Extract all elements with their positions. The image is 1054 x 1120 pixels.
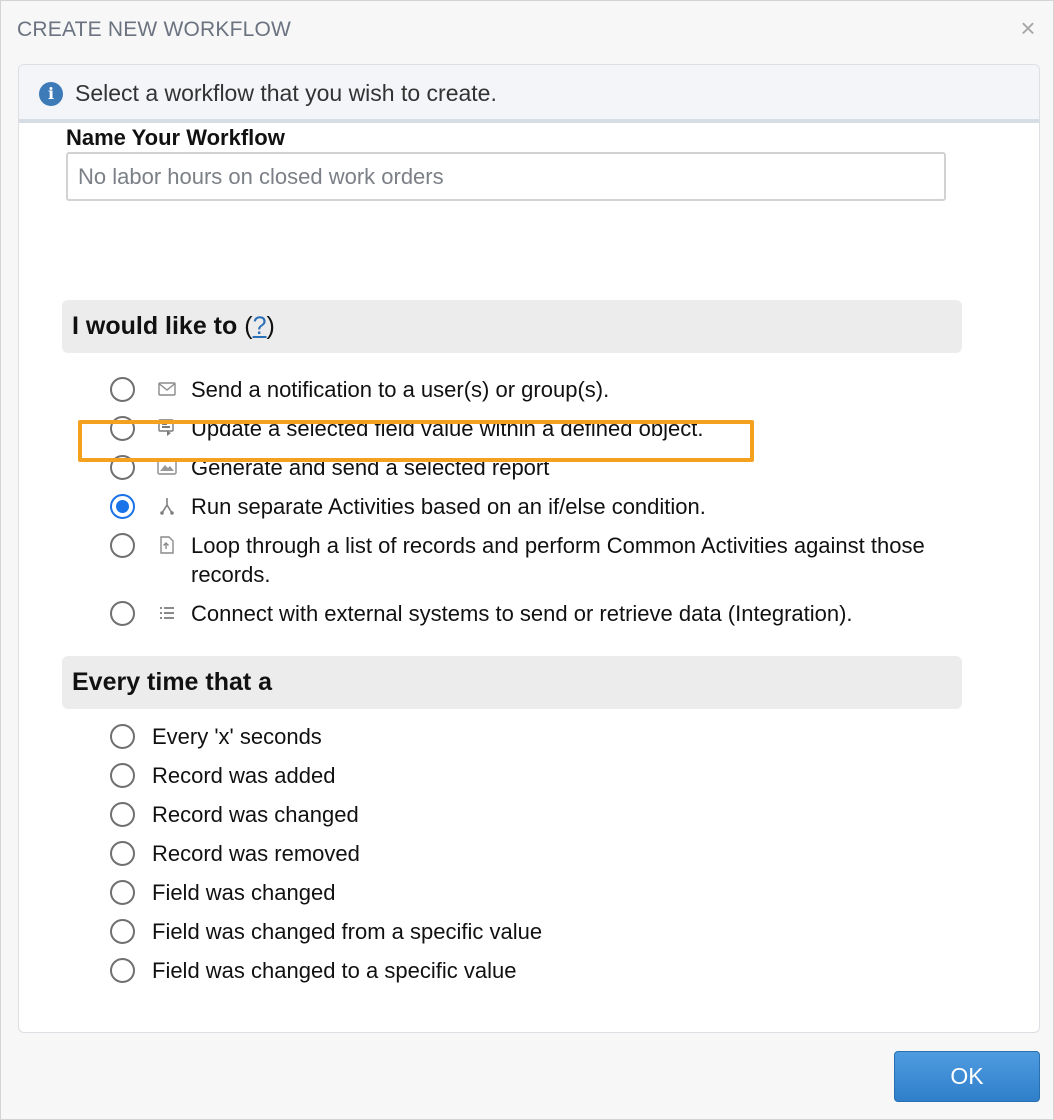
radio-button[interactable] xyxy=(110,601,135,626)
info-icon: i xyxy=(39,82,63,106)
ok-button[interactable]: OK xyxy=(894,1051,1040,1102)
trigger-section-title: Every time that a xyxy=(72,668,273,696)
trigger-option-field-changed[interactable] xyxy=(110,880,335,907)
action-section-title: I would like to xyxy=(72,312,238,340)
info-text: Select a workflow that you wish to create. xyxy=(75,80,497,106)
close-button[interactable] xyxy=(1013,13,1043,43)
workflow-name-input[interactable] xyxy=(66,152,946,201)
radio-button[interactable] xyxy=(110,802,135,827)
envelope-icon xyxy=(157,379,177,399)
info-bar xyxy=(19,65,1039,123)
dialog-title: CREATE NEW WORKFLOW xyxy=(17,18,292,41)
trigger-option-record-changed[interactable] xyxy=(110,802,359,829)
trigger-option-record-added[interactable] xyxy=(110,763,335,790)
radio-button[interactable] xyxy=(110,455,135,480)
action-section-header xyxy=(62,300,962,353)
option-label: Update a selected field value within a defined object. xyxy=(191,416,704,441)
action-option-notification[interactable] xyxy=(110,377,970,404)
trigger-option-field-changed-to[interactable] xyxy=(110,958,516,985)
action-option-update-field[interactable] xyxy=(110,416,970,443)
integration-list-icon xyxy=(157,603,177,623)
radio-button[interactable] xyxy=(110,533,135,558)
loop-icon xyxy=(157,535,177,555)
option-label: Record was removed xyxy=(152,841,360,866)
option-label: Record was changed xyxy=(152,802,359,827)
trigger-option-every-x-seconds[interactable] xyxy=(110,724,322,751)
option-label: Field was changed from a specific value xyxy=(152,919,543,944)
report-icon xyxy=(157,457,177,477)
help-link[interactable]: ? xyxy=(252,312,267,340)
radio-button[interactable] xyxy=(110,377,135,402)
trigger-option-field-changed-from[interactable] xyxy=(110,919,542,946)
radio-button[interactable] xyxy=(110,724,135,749)
help-wrapper: (?) xyxy=(244,312,275,340)
radio-button[interactable] xyxy=(110,416,135,441)
option-label: Loop through a list of records and perform Common Activities against those records. xyxy=(191,533,925,587)
option-label: Generate and send a selected report xyxy=(191,455,550,480)
trigger-section-header xyxy=(62,656,962,709)
radio-button[interactable] xyxy=(110,841,135,866)
action-option-report[interactable] xyxy=(110,455,970,482)
trigger-option-record-removed[interactable] xyxy=(110,841,360,868)
radio-button[interactable] xyxy=(110,763,135,788)
action-option-loop[interactable] xyxy=(110,533,970,589)
branch-icon xyxy=(157,496,177,516)
radio-button[interactable] xyxy=(110,919,135,944)
name-label: Name Your Workflow xyxy=(66,125,285,150)
close-icon: × xyxy=(1020,13,1036,43)
radio-button[interactable] xyxy=(110,880,135,905)
field-update-icon xyxy=(157,418,177,438)
option-label: Connect with external systems to send or retrieve data (Integration). xyxy=(191,601,853,626)
option-label: Field was changed xyxy=(152,880,336,905)
option-label: Every 'x' seconds xyxy=(152,724,322,749)
action-option-integration[interactable] xyxy=(110,601,990,628)
radio-button-checked[interactable] xyxy=(110,494,135,519)
option-label: Field was changed to a specific value xyxy=(152,958,517,983)
option-label: Send a notification to a user(s) or group(s). xyxy=(191,377,610,402)
option-label: Run separate Activities based on an if/else condition. xyxy=(191,494,706,519)
option-label: Record was added xyxy=(152,763,336,788)
radio-button[interactable] xyxy=(110,958,135,983)
action-option-if-else[interactable] xyxy=(110,494,970,521)
